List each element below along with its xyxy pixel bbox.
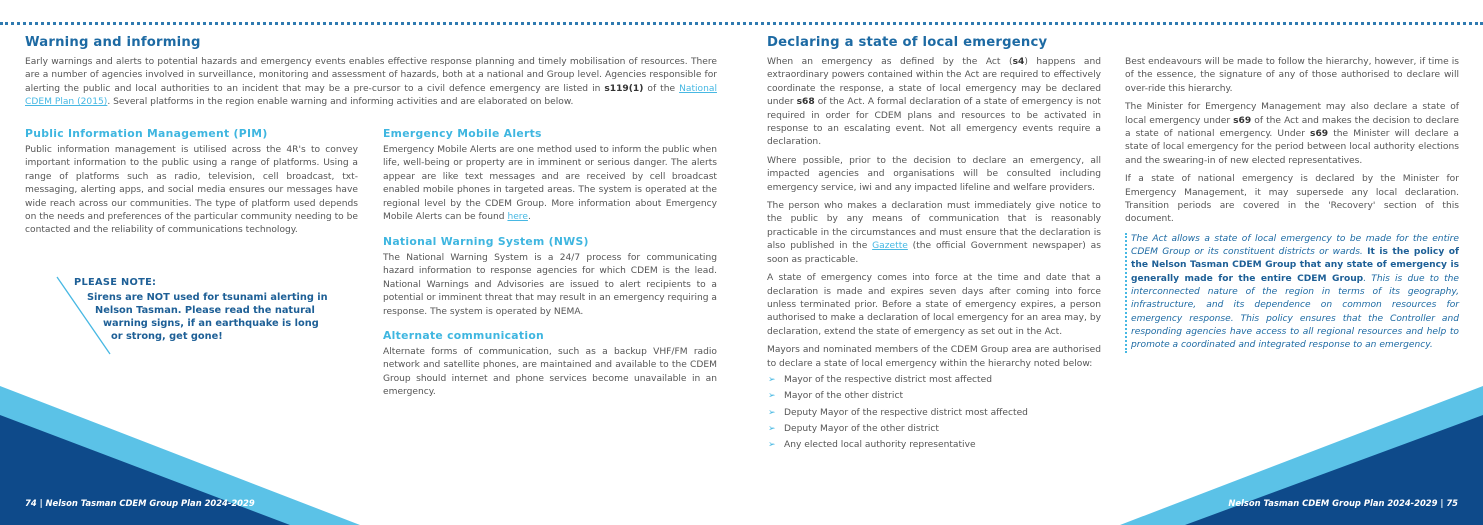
page-title-declaring: Declaring a state of local emergency — [767, 35, 1048, 50]
declaring-column-2 — [1125, 56, 1459, 353]
left-page-footer: 74 | Nelson Tasman CDEM Group Plan 2024-2029 — [25, 498, 255, 508]
hierarchy-para: Best endeavours will be made to follow the hierarchy, however, if time is of the essence, the signature of any of those authorised to declare will over-ride this hierarchy. — [1125, 57, 1459, 94]
chevron-right-icon: ➢ — [768, 374, 776, 385]
intro-paragraph: Early warnings and alerts to potential hazards and emergency events enables effective response planning and timely mobilisation of resources. There are a number of agencies involved in surveillance, monitoring and assessment of hazards, both at a national and Group level. Agencies responsible for alerting the public and local authorities to an incident that may be a pre-cursor to a civil defence emergency are listed in s119(1) of the National CDEM Plan (2015). Several platforms in the region enable warning and informing activities and are elaborated on below. — [25, 57, 717, 108]
chevron-right-icon: ➢ — [768, 407, 776, 418]
declaring-para-2: Where possible, prior to the decision to declare an emergency, all impacted agencies and organisations will be consulted including emergency service, iwi and any impacted lifeline and welfare providers. — [767, 155, 1101, 193]
policy-callout: The Act allows a state of local emergency to be made for the entire CDEM Group or its constituent districts or wards. It is the policy of the Nelson Tasman CDEM Group that any state of emergency is generally made for the entire CDEM Group. This is due to the interconnected nature of the region in terms of its geography, infrastructure, and its dependence on common resources for emergency response. This policy ensures that the Controller and responding agencies have access to all regional resources and help to promote a coordinated and integrated response to an emergency. — [1125, 233, 1459, 353]
nws-heading: National Warning System (NWS) — [383, 235, 589, 248]
nws-body: The National Warning System is a 24/7 process for communicating hazard information to response agencies for which CDEM is the lead. National Warnings and Advisories are issued to alert recipients to a potential or imminent threat that may result in an emergency requiring a response. The system is operated by NEMA. — [383, 253, 717, 317]
please-note-body: Sirens are NOT used for tsunami alerting in Nelson Tasman. Please read the natural warning signs, if an earthquake is long or strong, get gone! — [87, 292, 328, 342]
minister-para: The Minister for Emergency Management may also declare a state of local emergency under s69 of the Act and makes the decision to declare a state of national emergency. Under s69 the Minister will declare a state of local emergency for the period between local authority elections and the swearing-in of new elected representatives. — [1125, 102, 1459, 166]
please-note-title: PLEASE NOTE: — [74, 277, 157, 288]
declaring-column-1 — [767, 56, 1101, 453]
chevron-right-icon: ➢ — [768, 391, 776, 402]
list-item: ➢ Mayor of the other district — [767, 388, 1101, 404]
declaring-para-3: The person who makes a declaration must immediately give notice to the public by any means of communication that is reasonably practicable in the circumstances and must ensure that the declaration is also published in the Gazette (the official Government newspaper) as soon as practicable. — [767, 201, 1101, 265]
please-note-callout — [74, 277, 344, 343]
national-cdem-plan-link[interactable]: National CDEM Plan (2015) — [25, 83, 717, 108]
list-item: ➢ Deputy Mayor of the other district — [767, 421, 1101, 437]
right-page-footer: Nelson Tasman CDEM Group Plan 2024-2029 | 75 — [1228, 498, 1458, 508]
alt-comm-heading: Alternate communication — [383, 329, 545, 342]
national-emergency-para: If a state of national emergency is declared by the Minister for Emergency Management, it may supersede any local declaration. Transition periods are covered in the 'Recovery' section of this document. — [1125, 174, 1459, 225]
gazette-link[interactable]: Gazette — [872, 241, 908, 252]
alt-comm-body: Alternate forms of communication, such as a backup VHF/FM radio network and satellite phones, are maintained and available to the CDEM Group should internet and phone services become unavailable in an emergency. — [383, 347, 717, 398]
pim-body: Public information management is utilised across the 4R's to convey important information to the public using a range of platforms. Using a range of platforms such as radio, television, cell broadcast, txt-messaging, alerting apps, and social media ensures our messages have wide reach across our communities. The type of platform used depends on the needs and preferences of the particular community needing to be contacted and the reliability of communications technology. — [25, 145, 358, 236]
chevron-right-icon: ➢ — [768, 423, 776, 434]
ema-here-link[interactable]: here — [507, 212, 528, 223]
chevron-right-icon: ➢ — [768, 440, 776, 451]
declaring-para-4: A state of emergency comes into force at the time and date that a declaration is made and expires seven days after coming into force unless terminated prior. Before a state of emergency expires, a person authorised to make a declaration of local emergency for an area may, by declaration, extend the state of emergency as set out in the Act. — [767, 273, 1101, 337]
declaring-para-1: When an emergency as defined by the Act (s4) happens and extraordinary powers contained within the Act are required to effectively coordinate the response, a state of local emergency may be declared under s68 of the Act. A formal declaration of a state of emergency is not required in order for CDEM plans and resources to be activated in response to an escalating event. Not all emergency events require a declaration. — [767, 57, 1101, 148]
pim-heading: Public Information Management (PIM) — [25, 127, 268, 140]
page-title-warning: Warning and informing — [25, 35, 201, 50]
list-item: ➢ Deputy Mayor of the respective district most affected — [767, 405, 1101, 421]
declaration-hierarchy-list — [767, 372, 1101, 453]
list-item: ➢ Any elected local authority representative — [767, 437, 1101, 453]
list-item: ➢ Mayor of the respective district most affected — [767, 372, 1101, 388]
ema-body: Emergency Mobile Alerts are one method used to inform the public when life, well-being or property are in imminent or serious danger. The alerts appear are like text messages and are received by cell broadcast enabled mobile phones in targeted areas. The system is operated at the regional level by the CDEM Group. More information about Emergency Mobile Alerts can be found here. — [383, 145, 717, 223]
dotted-top-border — [0, 22, 1483, 25]
ema-heading: Emergency Mobile Alerts — [383, 127, 542, 140]
declaring-para-5: Mayors and nominated members of the CDEM Group area are authorised to declare a state of local emergency within the hierarchy noted below: — [767, 345, 1101, 369]
left-dark-band — [0, 415, 290, 525]
